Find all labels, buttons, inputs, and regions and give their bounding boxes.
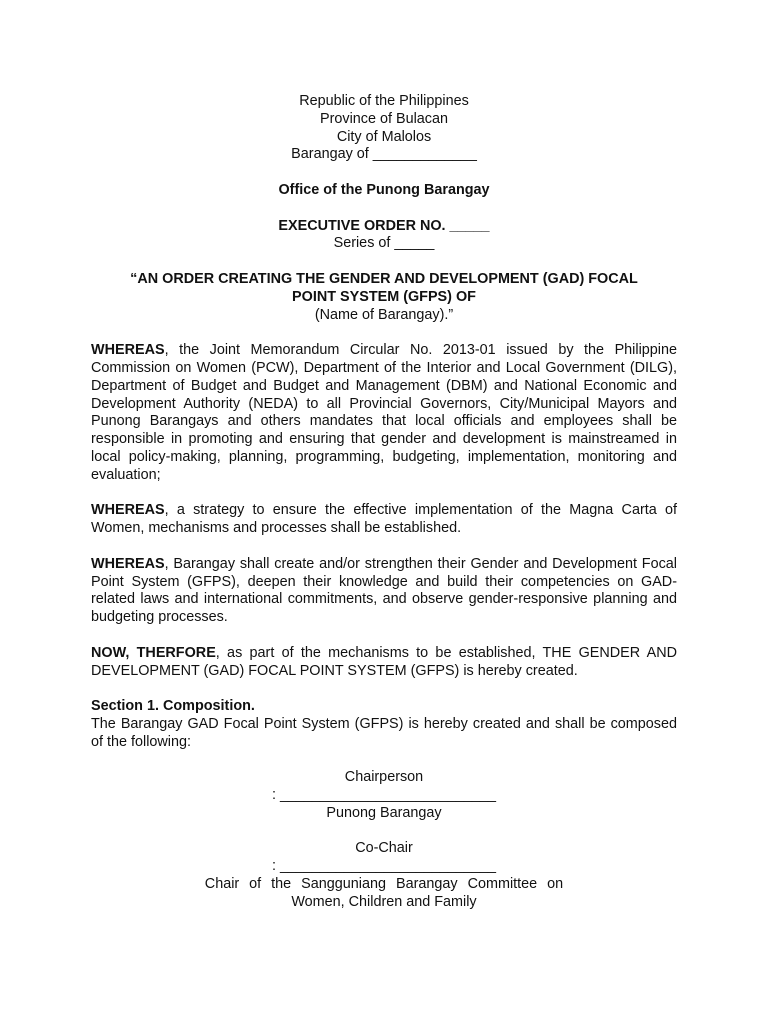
office-title: Office of the Punong Barangay bbox=[278, 181, 490, 198]
city-name: City of Malolos bbox=[336, 128, 432, 145]
member-chairperson bbox=[91, 769, 677, 822]
whereas-text: , the Joint Memorandum Circular No. 2013-01 issued by the Philippine Commission on Women (PCW), Department of the Interior and Local Government (DILG), Department of Budget and Budget and Management (DBM) and National Economic and Development Authority (NEDA) to all Provincial Governors, City/Municipal Mayors and Punong Barangays and others mandates that local officials and employees shall be responsible in promoting and ensuring that gender and development is mainstreamed in local policy-making, planning, programming, budgeting, implementation, monitoring and evaluation; bbox=[91, 342, 677, 483]
section-1 bbox=[91, 698, 677, 751]
whereas-lead: WHEREAS bbox=[91, 555, 165, 572]
whereas-paragraph-2 bbox=[91, 502, 677, 538]
section-1-text: The Barangay GAD Focal Point System (GFPS) is hereby created and shall be composed of the following: bbox=[91, 715, 677, 750]
executive-order-number: EXECUTIVE ORDER NO. _____ bbox=[278, 217, 490, 234]
member-signature-line: : ___________________________ bbox=[271, 858, 497, 875]
order-title-line3: (Name of Barangay).” bbox=[314, 306, 454, 323]
whereas-paragraph-1 bbox=[91, 342, 677, 484]
order-title-line1: “AN ORDER CREATING THE GENDER AND DEVELOPMENT (GAD) FOCAL bbox=[130, 270, 638, 287]
now-therefore-text: , as part of the mechanisms to be established, THE GENDER AND DEVELOPMENT (GAD) FOCAL POINT SYSTEM (GFPS) is hereby created. bbox=[91, 644, 677, 679]
whereas-lead: WHEREAS bbox=[91, 342, 165, 359]
member-role: Co-Chair bbox=[355, 840, 413, 857]
member-co-chair bbox=[91, 840, 677, 911]
member-title-line2: Women, Children and Family bbox=[291, 893, 477, 910]
letterhead bbox=[91, 93, 677, 164]
member-signature-line: : ___________________________ bbox=[271, 787, 497, 804]
executive-order-block bbox=[91, 218, 677, 254]
now-therefore-paragraph bbox=[91, 645, 677, 681]
member-title-line1: Chair of the Sangguniang Barangay Committee on bbox=[204, 876, 564, 893]
whereas-text: , Barangay shall create and/or strengthen their Gender and Development Focal Point System (GFPS), deepen their knowledge and build their competencies on GAD-related laws and international commitments, and observe gender-responsive planning and budgeting processes. bbox=[91, 555, 677, 626]
province-name: Province of Bulacan bbox=[320, 110, 448, 127]
whereas-text: , a strategy to ensure the effective implementation of the Magna Carta of Women, mechanisms and processes shall be established. bbox=[91, 502, 677, 537]
now-therefore-lead: NOW, THERFORE bbox=[91, 644, 216, 661]
executive-order-series: Series of _____ bbox=[333, 235, 435, 252]
barangay-name: Barangay of _____________ bbox=[291, 146, 477, 163]
order-title bbox=[91, 271, 677, 324]
whereas-paragraph-3 bbox=[91, 556, 677, 627]
country-name: Republic of the Philippines bbox=[299, 93, 469, 109]
member-role: Chairperson bbox=[344, 769, 424, 786]
whereas-lead: WHEREAS bbox=[91, 502, 165, 519]
section-1-heading: Section 1. Composition. bbox=[91, 698, 255, 715]
member-title: Punong Barangay bbox=[326, 804, 442, 821]
order-title-line2: POINT SYSTEM (GFPS) OF bbox=[292, 288, 476, 305]
